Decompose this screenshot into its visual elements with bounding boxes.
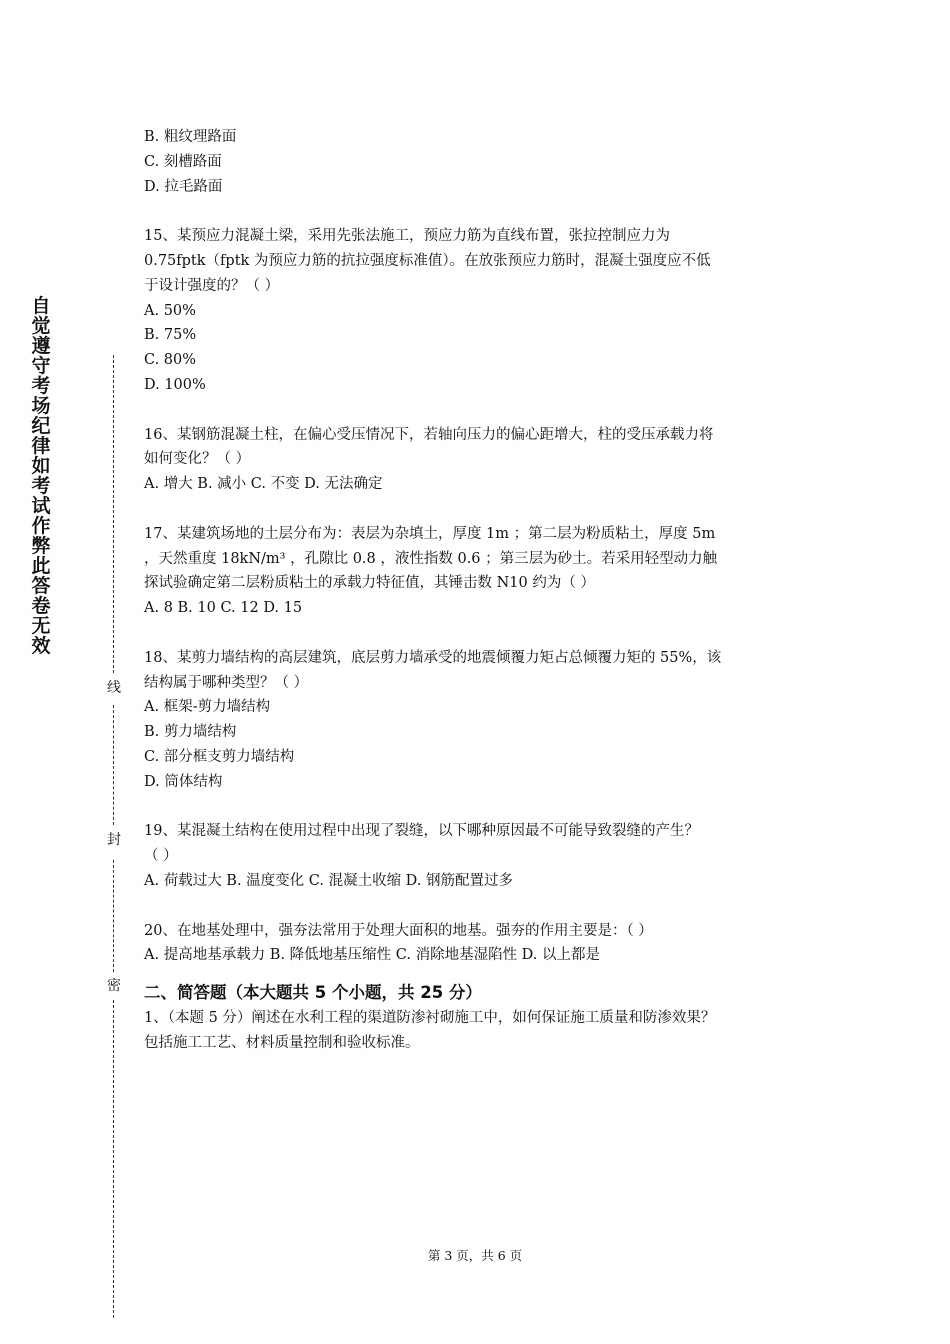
q16-stem-line: 16、某钢筋混凝土柱，在偏心受压情况下，若轴向压力的偏心距增大，柱的受压承载力将 bbox=[144, 426, 714, 443]
q15-option-a: A. 50% bbox=[144, 302, 196, 319]
section-2-title: 二、简答题（本大题共 5 个小题，共 25 分） bbox=[144, 983, 482, 1003]
question-18 bbox=[144, 646, 812, 795]
question-17 bbox=[144, 522, 812, 621]
q17-stem-line: ，天然重度 18kN/m³ ，孔隙比 0.8 ，液性指数 0.6 ；第三层为砂土。若采用轻型动力触 bbox=[144, 550, 718, 567]
q18-option-a: A. 框架-剪力墙结构 bbox=[144, 699, 271, 716]
q15-stem-line: 0.75fptk（fptk 为预应力筋的抗拉强度标准值）。在放张预应力筋时，混凝土强度应不低 bbox=[144, 252, 711, 269]
q17-stem-line: 探试验确定第二层粉质粘土的承载力特征值，其锤击数 N10 约为（ ） bbox=[144, 575, 595, 592]
q18-stem-line: 结构属于哪种类型？（ ） bbox=[144, 674, 309, 691]
question-16 bbox=[144, 423, 812, 497]
q16-options: A. 增大 B. 减小 C. 不变 D. 无法确定 bbox=[144, 476, 383, 493]
q15-stem-line: 15、某预应力混凝土梁，采用先张法施工，预应力筋为直线布置，张拉控制应力为 bbox=[144, 228, 670, 245]
q18-option-d: D. 筒体结构 bbox=[144, 773, 223, 790]
seal-label-line: 线 bbox=[107, 680, 121, 696]
q19-stem-line: 19、某混凝土结构在使用过程中出现了裂缝，以下哪种原因最不可能导致裂缝的产生？ bbox=[144, 823, 699, 840]
q20-stem-line: 20、在地基处理中，强夯法常用于处理大面积的地基。强夯的作用主要是：（ ） bbox=[144, 922, 653, 939]
q20-options: A. 提高地基承载力 B. 降低地基压缩性 C. 消除地基湿陷性 D. 以上都是 bbox=[144, 947, 601, 964]
question-14-tail bbox=[144, 125, 812, 199]
seal-line-segment-3 bbox=[113, 860, 114, 972]
page-number: 第 3 页，共 6 页 bbox=[427, 1248, 523, 1263]
seal-line-segment-4 bbox=[113, 1000, 114, 1318]
q17-stem-line: 17、某建筑场地的土层分布为：表层为杂填土，厚度 1m ；第二层为粉质粘土，厚度 5m bbox=[144, 525, 716, 542]
section-2-question-1 bbox=[144, 1006, 812, 1056]
q15-option-d: D. 100% bbox=[144, 376, 206, 393]
exam-content bbox=[144, 125, 812, 1056]
question-20 bbox=[144, 919, 812, 969]
q18-stem-line: 18、某剪力墙结构的高层建筑，底层剪力墙承受的地震倾覆力矩占总倾覆力矩的 55%，该 bbox=[144, 649, 722, 666]
seal-label-secret: 密 bbox=[107, 978, 121, 994]
q18-option-c: C. 部分框支剪力墙结构 bbox=[144, 748, 295, 765]
q14-option-d: D. 拉毛路面 bbox=[144, 178, 223, 195]
q18-option-b: B. 剪力墙结构 bbox=[144, 724, 237, 741]
s2-q1-stem-line: 1、（本题 5 分）阐述在水利工程的渠道防渗衬砌施工中，如何保证施工质量和防渗效果？ bbox=[144, 1010, 716, 1027]
question-15 bbox=[144, 224, 812, 398]
q19-options: A. 荷载过大 B. 温度变化 C. 混凝土收缩 D. 钢筋配置过多 bbox=[144, 872, 514, 889]
q19-stem-line: （ ） bbox=[144, 848, 178, 865]
seal-line-segment-1 bbox=[113, 355, 114, 673]
q15-option-b: B. 75% bbox=[144, 327, 197, 344]
s2-q1-stem-line: 包括施工工艺、材料质量控制和验收标准。 bbox=[144, 1034, 420, 1051]
q15-stem-line: 于设计强度的？（ ） bbox=[144, 277, 280, 294]
q16-stem-line: 如何变化？（ ） bbox=[144, 451, 251, 468]
seal-label-seal: 封 bbox=[107, 832, 121, 848]
exam-discipline-warning: 自觉遵守考场纪律如考试作弊此答卷无效 bbox=[31, 295, 51, 657]
q15-option-c: C. 80% bbox=[144, 352, 197, 369]
q14-option-c: C. 刻槽路面 bbox=[144, 153, 222, 170]
question-19 bbox=[144, 819, 812, 893]
seal-line-segment-2 bbox=[113, 705, 114, 825]
q17-options: A. 8 B. 10 C. 12 D. 15 bbox=[144, 600, 303, 617]
q14-option-b: B. 粗纹理路面 bbox=[144, 129, 237, 145]
